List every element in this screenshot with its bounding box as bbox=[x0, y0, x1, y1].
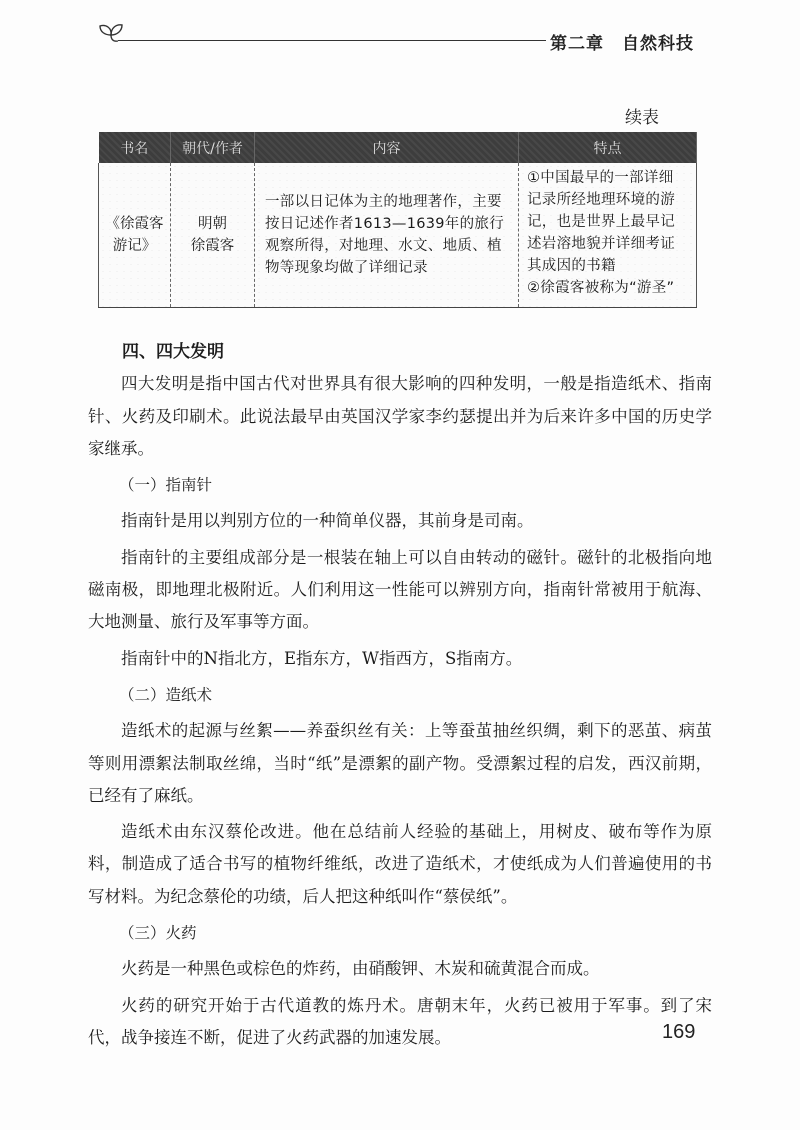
column-header: 朝代/作者 bbox=[171, 132, 255, 163]
continued-table bbox=[98, 132, 696, 308]
notes-cell bbox=[519, 163, 697, 308]
section-body bbox=[88, 336, 712, 1054]
content-cell: 一部以日记体为主的地理著作，主要按日记述作者1613—1639年的旅行观察所得，对地理、水文、地质、植物等现象均做了详细记录 bbox=[255, 163, 519, 308]
subsection-heading-compass: （一）指南针 bbox=[119, 476, 213, 495]
page-number: 169 bbox=[662, 1021, 696, 1043]
paragraph: 火药的研究开始于古代道教的炼丹术。唐朝末年，火药已被用于军事。到了宋代，战争接连不断，促进了火药武器的加速发展。 bbox=[88, 995, 712, 1047]
chapter-title: 自然科技 bbox=[622, 34, 694, 54]
author: 徐霞客 bbox=[190, 238, 235, 254]
paragraph: 指南针是用以判别方位的一种简单仪器，其前身是司南。 bbox=[121, 511, 534, 531]
sprout-icon bbox=[94, 22, 128, 48]
column-header: 书名 bbox=[99, 132, 171, 163]
subsection-heading-paper: （二）造纸术 bbox=[119, 685, 213, 704]
note-item: ①中国最早的一部详细记录所经地理环境的游记，也是世界上最早记述岩溶地貌并详细考证其成因的书籍 bbox=[527, 170, 675, 274]
paragraph: 造纸术由东汉蔡伦改进。他在总结前人经验的基础上，用树皮、破布等作为原料，制造成了适合书写的植物纤维纸，改进了造纸术，才使纸成为人们普遍使用的书写材料。为纪念蔡伦的功绩，后人把这种纸叫作“蔡侯纸”。 bbox=[88, 822, 712, 906]
paragraph: 火药是一种黑色或棕色的炸药，由硝酸钾、木炭和硫黄混合而成。 bbox=[121, 959, 600, 979]
column-header: 特点 bbox=[519, 132, 697, 163]
note-item: ②徐霞客被称为“游圣” bbox=[527, 280, 675, 296]
book-title-cell: 《徐霞客游记》 bbox=[99, 163, 171, 308]
table-continued-label: 续表 bbox=[625, 108, 659, 128]
era-author-cell bbox=[171, 163, 255, 308]
subsection-heading-gunpowder: （三）火药 bbox=[119, 924, 197, 943]
running-header bbox=[550, 29, 694, 54]
table-header-row bbox=[99, 132, 697, 163]
paragraph: 造纸术的起源与丝絮——养蚕织丝有关：上等蚕茧抽丝织绸，剩下的恶茧、病茧等则用漂絮法制取丝绵，当时“纸”是漂絮的副产物。受漂絮过程的启发，西汉前期，已经有了麻纸。 bbox=[88, 721, 712, 805]
column-header: 内容 bbox=[255, 132, 519, 163]
header-rule bbox=[118, 40, 546, 41]
section-intro: 四大发明是指中国古代对世界具有很大影响的四种发明，一般是指造纸术、指南针、火药及印刷术。此说法最早由英国汉学家李约瑟提出并为后来许多中国的历史学家继承。 bbox=[88, 374, 712, 458]
section-heading: 四、四大发明 bbox=[122, 342, 224, 362]
era: 明朝 bbox=[198, 216, 227, 232]
paragraph: 指南针的主要组成部分是一根装在轴上可以自由转动的磁针。磁针的北极指向地磁南极，即地理北极附近。人们利用这一性能可以辨别方向，指南针常被用于航海、大地测量、旅行及军事等方面。 bbox=[88, 547, 712, 632]
chapter-number: 第二章 bbox=[550, 34, 604, 54]
table-row bbox=[99, 163, 697, 308]
paragraph: 指南针中的N指北方，E指东方，W指西方，S指南方。 bbox=[121, 648, 523, 668]
